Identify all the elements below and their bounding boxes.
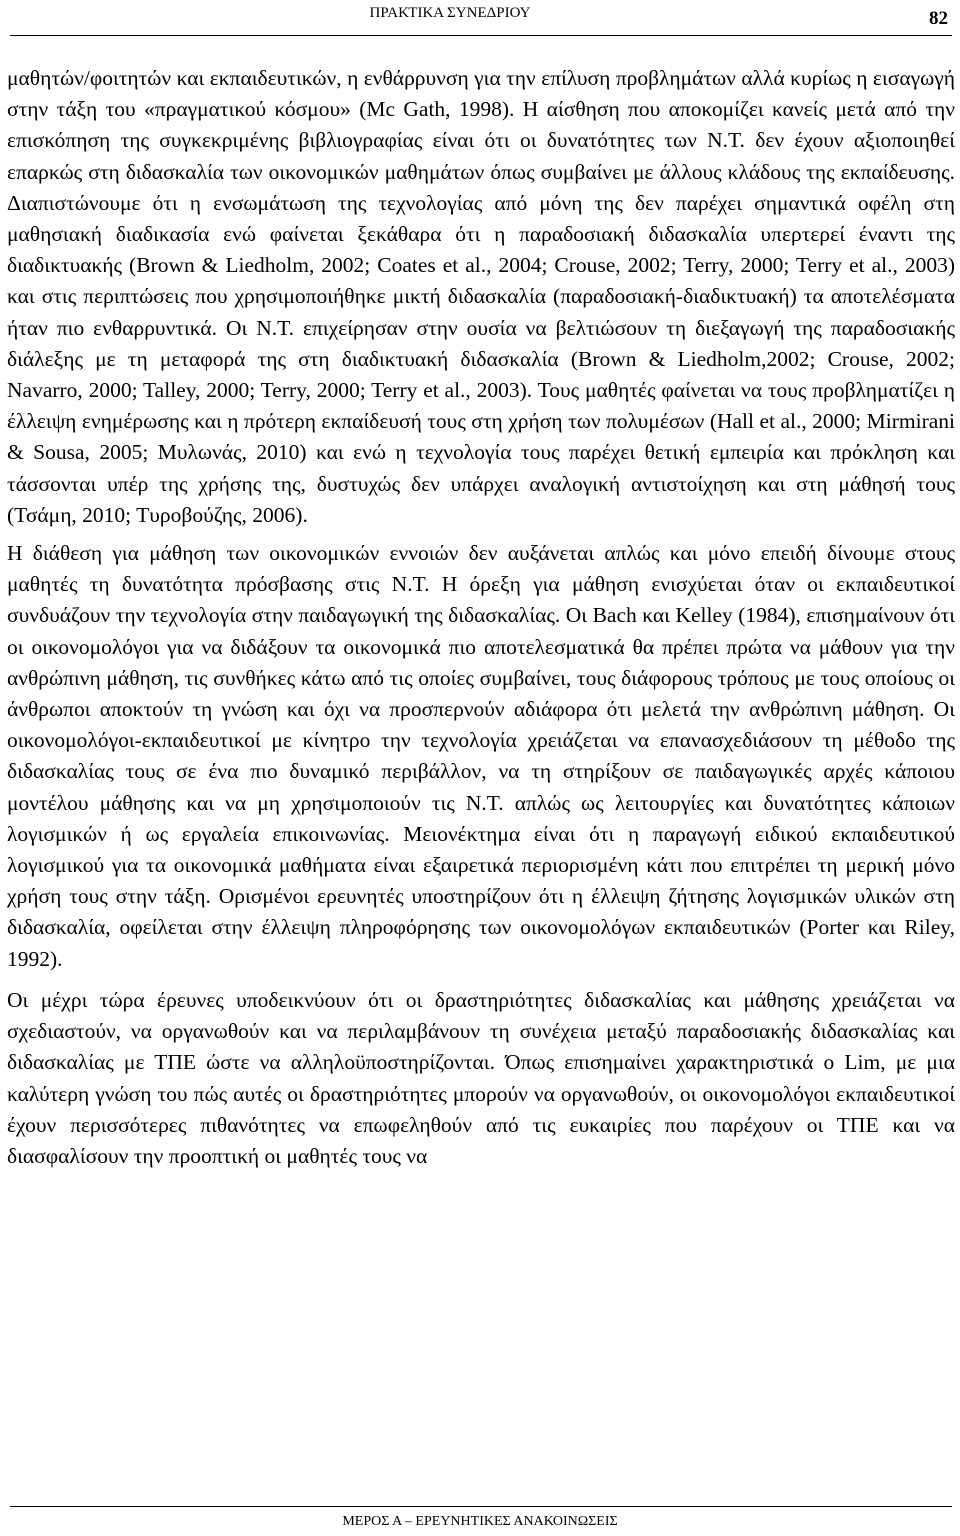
page-header [0,0,960,40]
running-footer-title: ΜΕΡΟΣ Α – ΕΡΕΥΝΗΤΙΚΕΣ ΑΝΑΚΟΙΝΩΣΕΙΣ [342,1514,618,1529]
body-text [7,63,955,1172]
page-number: 82 [929,8,948,29]
paragraph-1: μαθητών/φοιτητών και εκπαιδευτικών, η ενθάρρυνση για την επίλυση προβλημάτων αλλά κυρίως η εισαγωγή στην τάξη του «πραγματικού κόσμου» (Mc Gath, 1998). Η αίσθηση που αποκομίζει κανείς μετά από την επισκόπηση της συγκεκριμένης βιβλιογραφίας είναι ότι οι δυνατότητες των Ν.Τ. δεν έχουν αξιοποιηθεί επαρκώς στη διδασκαλία των οικονομικών μαθημάτων όπως συμβαίνει με άλλους κλάδους της εκπαίδευσης. Διαπιστώνουμε ότι η ενσωμάτωση της τεχνολογίας από μόνη της δεν παρέχει σημαντικά οφέλη στη μαθησιακή διαδικασία ενώ φαίνεται ξεκάθαρα ότι η παραδοσιακή διδασκαλία υπερτερεί έναντι της διαδικτυακής (Brown & Liedholm, 2002; Coates et al., 2004; Crouse, 2002; Terry, 2000; Terry et al., 2003) και στις περιπτώσεις που χρησιμοποιήθηκε μικτή διδασκαλία (παραδοσιακή-διαδικτυακή) τα αποτελέσματα ήταν πιο ενθαρρυντικά. Οι Ν.Τ. επιχείρησαν στην ουσία να βελτιώσουν τη διεξαγωγή της παραδοσιακής διάλεξης με τη μεταφορά της στη διαδικτυακή διδασκαλία (Brown & Liedholm,2002; Crouse, 2002; Navarro, 2000; Talley, 2000; Terry, 2000; Terry et al., 2003). Τους μαθητές φαίνεται να τους προβληματίζει η έλλειψη ενημέρωσης και η πρότερη εκπαίδευσή τους στη χρήση των πολυμέσων (Hall et al., 2000; Mirmirani & Sousa, 2005; Μυλωνάς, 2010) και ενώ η τεχνολογία τους παρέχει θετική εμπειρία και πρόκληση και τάσσονται υπέρ της χρήσης της, δυστυχώς δεν υπάρχει αναλογική αντιστοίχηση και στη μάθησή τους (Τσάμη, 2010; Τυροβούζης, 2006). [7,66,955,527]
header-divider [10,35,952,36]
paragraph-3: Οι μέχρι τώρα έρευνες υποδεικνύουν ότι οι δραστηριότητες διδασκαλίας και μάθησης χρειάζεται να σχεδιαστούν, να οργανωθούν και να περιλαμβάνουν τη συνέχεια μεταξύ παραδοσιακής διδασκαλίας και διδασκαλίας με ΤΠΕ ώστε να αλληλοϋποστηρίζονται. Όπως επισημαίνει χαρακτηριστικά ο Lim, με μια καλύτερη γνώση του πώς αυτές οι δραστηριότητες μπορούν να οργανωθούν, οι οικονομολόγοι εκπαιδευτικοί έχουν περισσότερες πιθανότητες να επωφεληθούν από τις ευκαιρίες που παρέχουν οι ΤΠΕ και να διασφαλίσουν την προοπτική οι μαθητές τους να [7,987,955,1168]
paragraph-2: Η διάθεση για μάθηση των οικονομικών εννοιών δεν αυξάνεται απλώς και μόνο επειδή δίνουμε στους μαθητές τη δυνατότητα πρόσβασης στις Ν.Τ. Η όρεξη για μάθηση ενισχύεται όταν οι εκπαιδευτικοί συνδυάζουν την τεχνολογία στην παιδαγωγική της διδασκαλίας. Οι Bach και Kelley (1984), επισημαίνουν ότι οι οικονομολόγοι για να διδάξουν τα οικονομικά πιο αποτελεσματικά θα πρέπει πρώτα να μάθουν για την ανθρώπινη μάθηση, τις συνθήκες κάτω από τις οποίες συμβαίνει, τους διάφορους τρόπους με τους οποίους οι άνθρωποι αποκτούν τη γνώση και όχι να προσπερνούν αδιάφορα ότι μελετά την ανθρώπινη μάθηση. Οι οικονομολόγοι-εκπαιδευτικοί με κίνητρο την τεχνολογία χρειάζεται να επανασχεδιάσουν τη μέθοδο της διδασκαλίας τους σε ένα πιο δυναμικό περιβάλλον, να τη στηρίξουν σε παιδαγωγικές αρχές κάποιου μοντέλου μάθησης και να μη χρησιμοποιούν τις Ν.Τ. απλώς ως λειτουργίες και δυνατότητες κάποιων λογισμικών ή ως εργαλεία επικοινωνίας. Μειονέκτημα είναι ότι η παραγωγή ειδικού εκπαιδευτικού λογισμικού για τα οικονομικά μαθήματα είναι εξαιρετικά περιορισμένη κάτι που επιτρέπει τη μερική μόνο χρήση τους στην τάξη. Ορισμένοι ερευνητές υποστηρίζουν ότι η έλλειψη ζήτησης λογισμικών υλικών στη διδασκαλία, οφείλεται στην έλλειψη πληροφόρησης των οικονομολόγων εκπαιδευτικών (Porter και Riley, 1992). [7,541,955,971]
page-footer [0,1496,960,1536]
footer-divider [10,1506,952,1507]
running-header-title: ΠΡΑΚΤΙΚΑ ΣΥΝΕΔΡΙΟΥ [369,5,531,21]
